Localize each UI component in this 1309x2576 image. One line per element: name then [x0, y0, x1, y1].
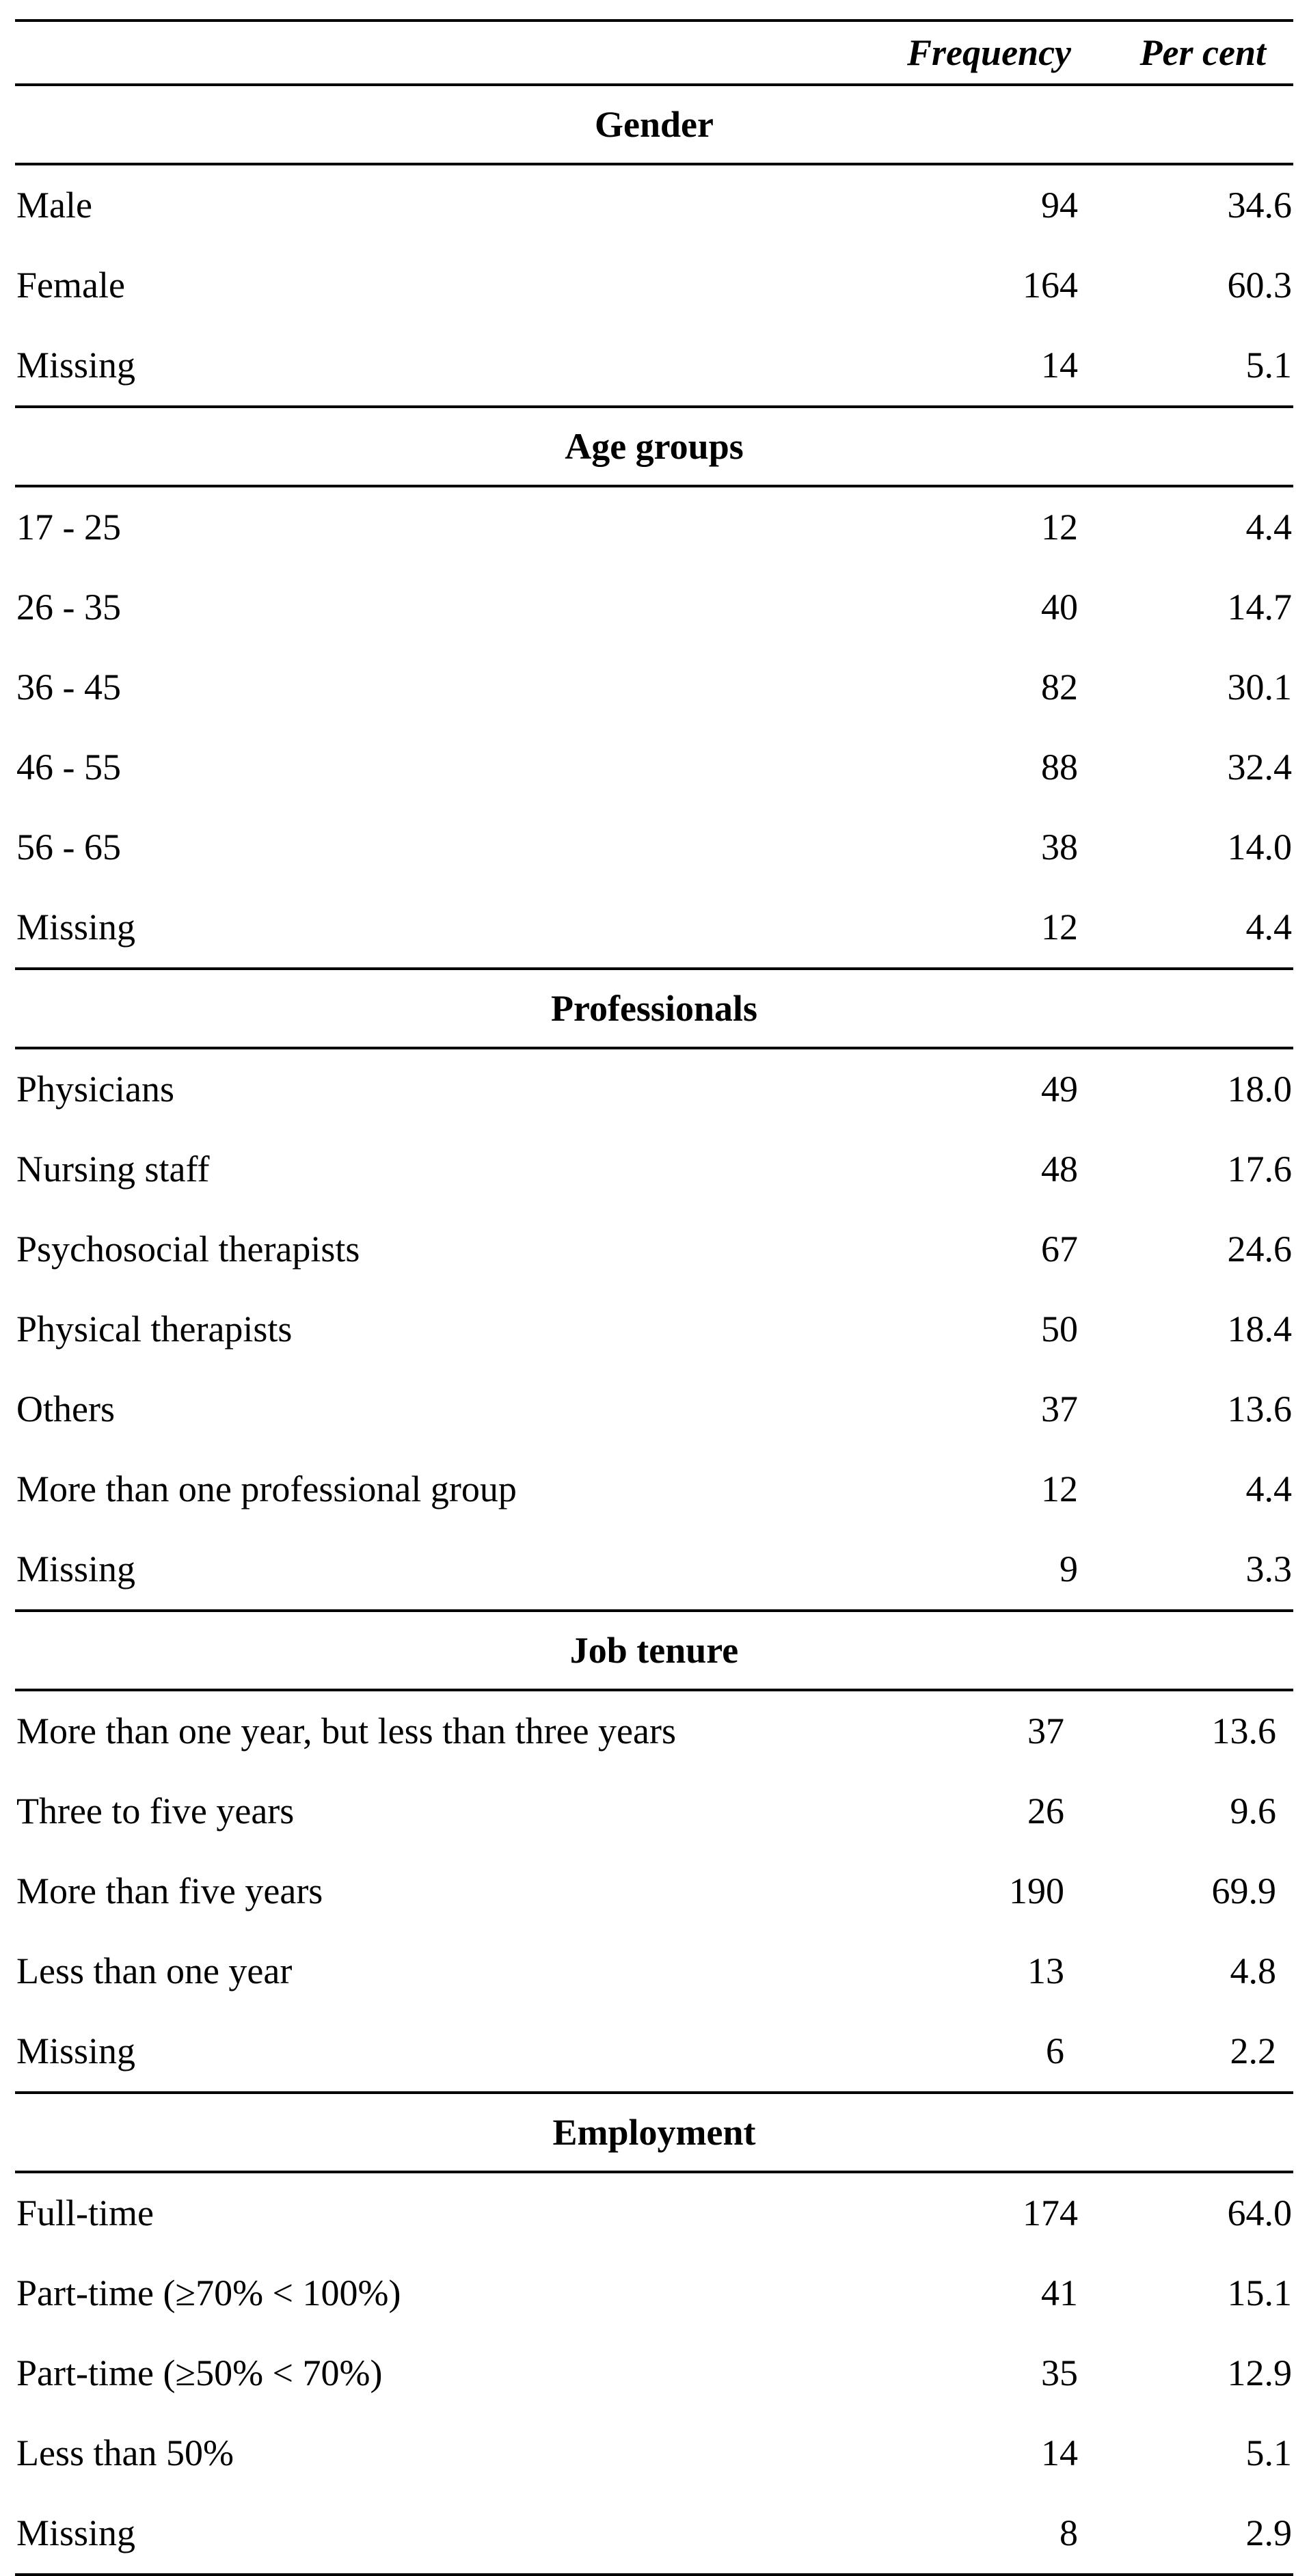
row-label: 26 - 35	[16, 587, 121, 628]
section-title: Job tenure	[569, 1630, 739, 1671]
row-label: Physical therapists	[16, 1309, 293, 1350]
frequency-cell: 6	[1046, 2030, 1064, 2071]
table-row	[15, 325, 1293, 405]
percent-cell: 17.6	[1227, 1149, 1292, 1190]
table-row	[15, 1449, 1293, 1529]
frequency-cell: 8	[1060, 2512, 1078, 2553]
row-label: Male	[16, 185, 92, 226]
percent-cell: 60.3	[1227, 265, 1292, 306]
frequency-cell: 37	[1041, 1388, 1078, 1430]
row-label: Missing	[16, 2030, 136, 2071]
frequency-cell: 67	[1041, 1229, 1078, 1270]
frequency-cell: 14	[1041, 345, 1078, 386]
table-row	[15, 1931, 1293, 2011]
frequency-cell: 190	[1009, 1870, 1064, 1911]
table-row	[15, 567, 1293, 647]
table-row	[15, 887, 1293, 967]
table-row	[15, 1369, 1293, 1449]
table-row	[15, 1851, 1293, 1931]
percent-cell: 2.2	[1230, 2030, 1276, 2071]
percent-cell: 30.1	[1227, 667, 1292, 708]
row-label: More than five years	[16, 1870, 323, 1911]
row-label: Full-time	[16, 2192, 154, 2233]
percent-cell: 9.6	[1230, 1790, 1276, 1832]
frequency-cell: 13	[1027, 1950, 1064, 1991]
percent-column-header: Per cent	[1139, 32, 1266, 73]
row-label: Female	[16, 265, 125, 306]
percent-cell: 5.1	[1245, 2432, 1292, 2473]
table-row	[15, 165, 1293, 245]
table-row	[15, 487, 1293, 567]
frequency-cell: 49	[1041, 1069, 1078, 1110]
row-label: 17 - 25	[16, 507, 121, 548]
percent-cell: 13.6	[1227, 1388, 1292, 1430]
row-label: Physicians	[16, 1069, 175, 1110]
row-label: Missing	[16, 907, 136, 948]
row-label: Psychosocial therapists	[16, 1229, 360, 1270]
row-label: Less than 50%	[16, 2432, 234, 2473]
table-row	[15, 1771, 1293, 1851]
row-label: Nursing staff	[16, 1149, 210, 1190]
percent-cell: 4.8	[1230, 1950, 1276, 1991]
frequency-cell: 35	[1041, 2352, 1078, 2393]
section-title: Professionals	[550, 988, 757, 1029]
percent-cell: 24.6	[1227, 1229, 1292, 1270]
frequency-cell: 50	[1041, 1309, 1078, 1350]
header-row	[15, 22, 1293, 83]
frequency-cell: 94	[1041, 185, 1078, 226]
percent-cell: 2.9	[1245, 2512, 1292, 2553]
table-row	[15, 807, 1293, 887]
row-label: Less than one year	[16, 1950, 293, 1991]
frequency-cell: 12	[1041, 907, 1078, 948]
frequency-cell: 82	[1041, 667, 1078, 708]
row-label: 46 - 55	[16, 747, 121, 788]
section-title: Age groups	[565, 426, 744, 467]
table-row	[15, 1691, 1293, 1771]
row-label: Missing	[16, 2512, 136, 2553]
frequency-cell: 88	[1041, 747, 1078, 788]
row-label: Three to five years	[16, 1790, 295, 1832]
frequency-cell: 12	[1041, 1468, 1078, 1510]
table-row	[15, 647, 1293, 727]
frequency-cell: 38	[1041, 827, 1078, 868]
bottom-rule	[15, 2573, 1293, 2576]
percent-cell: 64.0	[1227, 2192, 1292, 2233]
table-row	[15, 2253, 1293, 2333]
row-label: Part-time (≥70% < 100%)	[16, 2272, 401, 2313]
frequency-cell: 37	[1027, 1710, 1064, 1752]
row-label: 36 - 45	[16, 667, 121, 708]
percent-cell: 13.6	[1211, 1710, 1276, 1752]
table-row	[15, 245, 1293, 325]
table-row	[15, 1129, 1293, 1209]
row-label: Part-time (≥50% < 70%)	[16, 2352, 383, 2393]
row-label: More than one year, but less than three years	[16, 1710, 676, 1752]
table-row	[15, 1289, 1293, 1369]
row-label: 56 - 65	[16, 827, 121, 868]
percent-cell: 14.0	[1227, 827, 1292, 868]
percent-cell: 69.9	[1211, 1870, 1276, 1911]
demographics-table	[15, 19, 1293, 2576]
row-label: Missing	[16, 345, 136, 386]
percent-cell: 18.4	[1227, 1309, 1292, 1350]
table-row	[15, 2333, 1293, 2413]
percent-cell: 32.4	[1227, 747, 1292, 788]
percent-cell: 34.6	[1227, 185, 1292, 226]
table-row	[15, 2493, 1293, 2573]
percent-cell: 4.4	[1245, 1468, 1292, 1510]
frequency-cell: 26	[1027, 1790, 1064, 1832]
table-row	[15, 2011, 1293, 2091]
frequency-column-header: Frequency	[907, 32, 1071, 73]
table-row	[15, 1049, 1293, 1129]
percent-cell: 14.7	[1227, 587, 1292, 628]
section-title: Gender	[595, 104, 714, 145]
percent-cell: 12.9	[1227, 2352, 1292, 2393]
frequency-cell: 9	[1060, 1548, 1078, 1589]
table-row	[15, 2413, 1293, 2493]
percent-cell: 5.1	[1245, 345, 1292, 386]
table-row	[15, 727, 1293, 807]
percent-cell: 15.1	[1227, 2272, 1292, 2313]
percent-cell: 4.4	[1245, 907, 1292, 948]
frequency-cell: 174	[1023, 2192, 1078, 2233]
percent-cell: 3.3	[1245, 1548, 1292, 1589]
table-row	[15, 1209, 1293, 1289]
row-label: Missing	[16, 1548, 136, 1589]
frequency-cell: 14	[1041, 2432, 1078, 2473]
frequency-cell: 40	[1041, 587, 1078, 628]
percent-cell: 18.0	[1227, 1069, 1292, 1110]
frequency-cell: 164	[1023, 265, 1078, 306]
table-body	[15, 83, 1293, 2576]
frequency-cell: 48	[1041, 1149, 1078, 1190]
row-label: Others	[16, 1388, 115, 1430]
section-title: Employment	[552, 2112, 756, 2153]
table-row	[15, 1529, 1293, 1609]
frequency-cell: 41	[1041, 2272, 1078, 2313]
frequency-cell: 12	[1041, 507, 1078, 548]
row-label: More than one professional group	[16, 1468, 517, 1510]
table-row	[15, 2173, 1293, 2253]
percent-cell: 4.4	[1245, 507, 1292, 548]
